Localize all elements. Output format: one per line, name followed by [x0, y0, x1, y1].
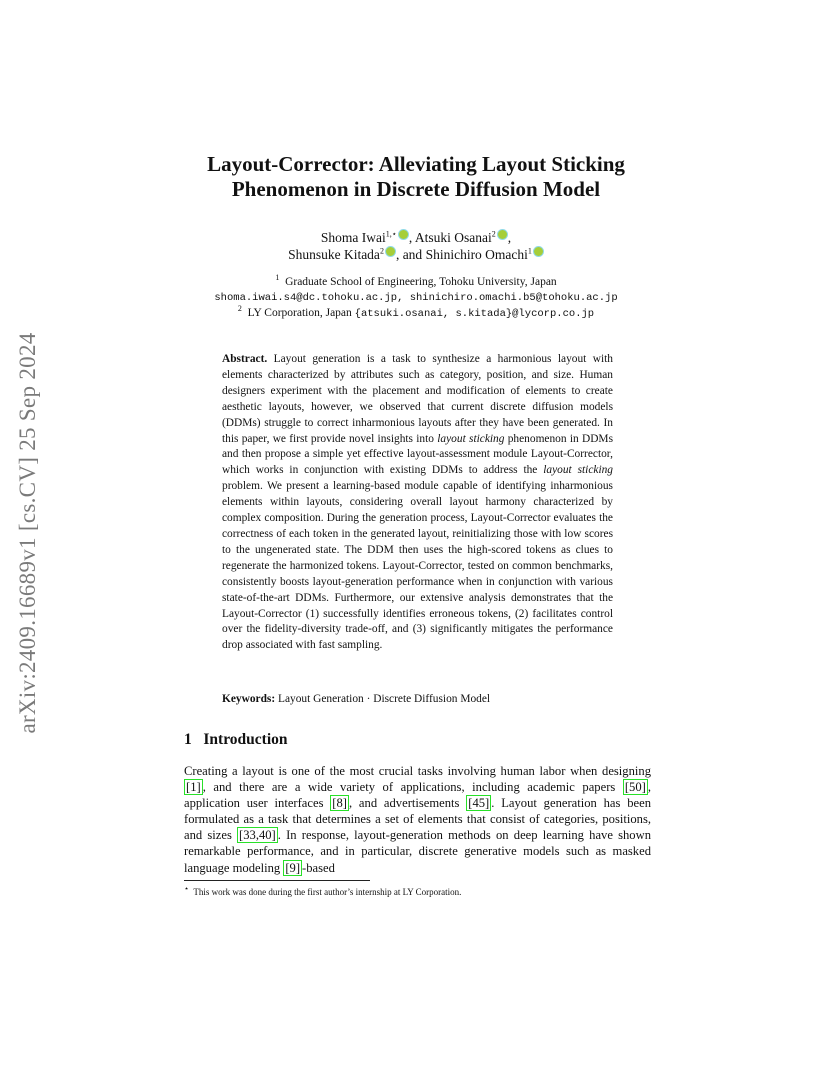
abstract-emphasis: layout sticking — [437, 432, 505, 445]
separator: , and — [395, 247, 426, 262]
abstract-text: problem. We present a learning-based module capable of identifying inharmonious elements within layouts, considering overall layout harmony characterized by complex composition. During the generation process, Layout-Corrector evaluates the correctness of each token in the generated layout, reinitializing those with low scores to the ungenerated state. The DDM then uses the high-scored tokens as clues to regenerate the harmonized tokens. Layout-Corrector, tested on common benchmarks, consistently boosts layout-generation performance when in conjunction with various state-of-the-art DDMs. Furthermore, our extensive analysis demonstrates that the Layout-Corrector (1) successfully identifies erroneous tokens, (2) facilitates control over the fidelity-diversity trade-off, and (3) significantly mitigates the performance drop associated with fast sampling. — [222, 480, 613, 652]
author-list: Shoma Iwai$^{1,⋆}$ , Atsuki Osanai$^2$ , Shunsuke Kitada$^2$ , and Shinichiro Omachi$^1$ — [150, 229, 682, 263]
keywords-text: Layout Generation · Discrete Diffusion Model — [278, 693, 491, 705]
orcid-icon[interactable] — [497, 229, 508, 240]
abstract-text: phenomenon in DDMs and then propose a simple yet effective layout-assessment module Layout-Corrector, which works in conjunction with existing DDMs to address the — [222, 432, 613, 477]
citation-link[interactable]: [45] — [468, 796, 490, 811]
author-superscript: 1,⋆ — [385, 229, 397, 239]
affiliation-2: LY Corporation, Japan — [247, 307, 352, 319]
footnote-divider — [184, 880, 370, 881]
section-title: Introduction — [203, 731, 288, 748]
body-text: . Layout generation has been formulated as a task that determines a set of elements that consist of categories, positions, and sizes — [184, 796, 651, 843]
citation-link[interactable]: [8] — [332, 796, 347, 811]
author-name: Atsuki Osanai — [414, 230, 492, 245]
author-superscript: 2 — [491, 229, 496, 239]
orcid-icon[interactable] — [398, 229, 409, 240]
paper-title: Layout-Corrector: Alleviating Layout Sticking Phenomenon in Discrete Diffusion Model — [207, 152, 625, 201]
body-text: , and advertisements — [348, 796, 467, 811]
keywords — [222, 692, 613, 707]
author-superscript: 2 — [379, 246, 384, 256]
citation-link[interactable]: [33,40] — [239, 828, 276, 843]
section-heading — [184, 731, 654, 749]
affiliation-number: 1 — [275, 273, 280, 283]
footnote-text: This work was done during the first author’s internship at LY Corporation. — [193, 887, 462, 897]
abstract-emphasis: layout sticking — [543, 464, 613, 477]
author-name: Shunsuke Kitada — [288, 247, 380, 262]
affiliation-2-emails[interactable]: {atsuki.osanai, s.kitada}@lycorp.co.jp — [354, 308, 595, 320]
body-text: , and there are a wide variety of applications, including academic papers — [202, 780, 623, 795]
author-name: Shinichiro Omachi — [425, 247, 528, 262]
affiliation-1-emails[interactable]: shoma.iwai.s4@dc.tohoku.ac.jp, shinichiro.omachi.b5@tohoku.ac.jp — [214, 292, 618, 304]
orcid-icon[interactable] — [385, 246, 396, 257]
body-text: -based — [302, 860, 335, 875]
abstract — [222, 352, 613, 654]
author-superscript: 1 — [527, 246, 532, 256]
arxiv-identifier-stamp: arXiv:2409.16689v1 [cs.CV] 25 Sep 2024 — [15, 332, 40, 734]
author-name: Shoma Iwai — [320, 230, 386, 245]
affiliations — [150, 275, 682, 322]
abstract-text: Layout generation is a task to synthesize a harmonious layout with elements characterized by attributes such as category, position, and size. Human designers experiment with the placement and modification of elements to create aesthetic layouts, however, we observed that current discrete diffusion models (DDMs) struggle to correct inharmonious layouts after they have been generated. In this paper, we first provide novel insights into — [222, 353, 613, 445]
body-text: , application user interfaces — [184, 780, 651, 811]
abstract-label: Abstract. — [222, 353, 268, 365]
citation-link[interactable]: [1] — [186, 780, 201, 795]
section-number: 1 — [184, 731, 192, 748]
separator: , — [408, 230, 415, 245]
affiliation-1: Graduate School of Engineering, Tohoku University, Japan — [285, 276, 557, 288]
orcid-icon[interactable] — [533, 246, 544, 257]
keywords-label: Keywords: — [222, 693, 276, 705]
introduction-paragraph — [184, 763, 651, 876]
citation-link[interactable]: [9] — [285, 860, 301, 875]
body-text: . In response, layout-generation methods on deep learning have shown remarkable performance, and in particular, discrete generative models such as masked language modeling — [184, 828, 651, 875]
citation-link[interactable]: [50] — [624, 780, 646, 795]
affiliation-number: 2 — [237, 304, 242, 314]
body-text: Creating a layout is one of the most crucial tasks involving human labor when designing — [184, 764, 651, 778]
footnote-mark: ⋆ — [184, 884, 190, 893]
footnote — [184, 886, 651, 898]
